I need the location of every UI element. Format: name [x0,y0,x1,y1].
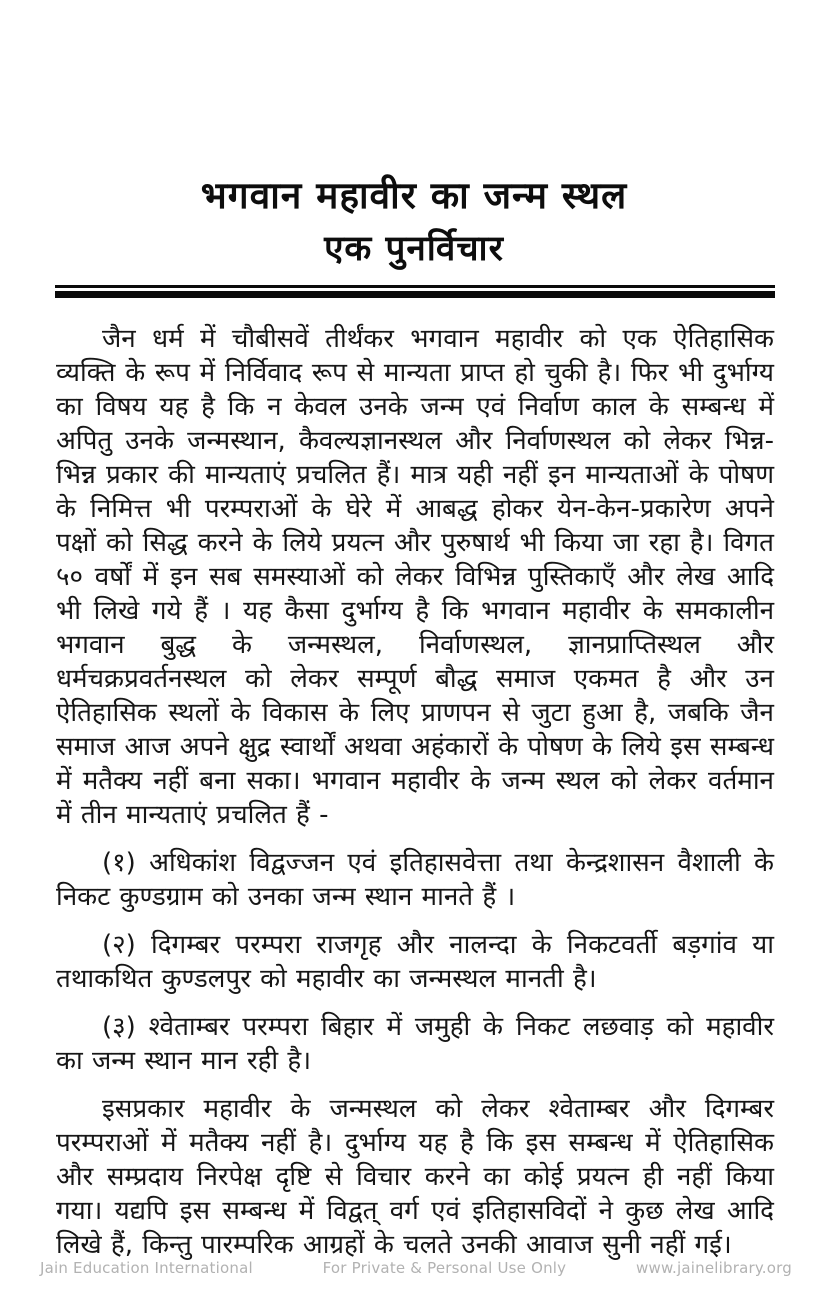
footer-website: www.jainelibrary.org [636,1259,792,1277]
footer-publisher: Jain Education International [40,1259,253,1277]
title-block [55,172,773,272]
paragraph-intro: जैन धर्म में चौबीसवें तीर्थंकर भगवान महावीर को एक ऐतिहासिक व्यक्ति के रूप में निर्विवाद रूप से मान्यता प्राप्त हो चुकी है। फिर भी दुर्भाग्य का विषय यह है कि न केवल उनके जन्म एवं निर्वाण काल के सम्बन्ध में अपितु उनके जन्मस्थान, कैवल्यज्ञानस्थल और निर्वाणस्थल को लेकर भिन्न-भिन्न प्रकार की मान्यताएं प्रचलित हैं। मात्र यही नहीं इन मान्यताओं के पोषण के निमित्त भी परम्पराओं के घेरे में आबद्ध होकर येन-केन-प्रकारेण अपने पक्षों को सिद्ध करने के लिये प्रयत्न और पुरुषार्थ भी किया जा रहा है। विगत ५० वर्षों में इन सब समस्याओं को लेकर विभिन्न पुस्तिकाएँ और लेख आदि भी लिखे गये हैं । यह कैसा दुर्भाग्य है कि भगवान महावीर के समकालीन भगवान बुद्ध के जन्मस्थल, निर्वाणस्थल, ज्ञानप्राप्तिस्थल और धर्मचक्रप्रवर्तनस्थल को लेकर सम्पूर्ण बौद्ध समाज एकमत है और उन ऐतिहासिक स्थलों के विकास के लिए प्राणपन से जुटा हुआ है, जबकि जैन समाज आज अपने क्षुद्र स्वार्थों अथवा अहंकारों के पोषण के लिये इस सम्बन्ध में मतैक्य नहीं बना सका। भगवान महावीर के जन्म स्थल को लेकर वर्तमान में तीन मान्यताएं प्रचलित हैं - [56,324,774,830]
page-subtitle: एक पुनर्विचार [324,229,504,269]
page-body [56,322,774,1262]
title-divider [55,285,775,298]
page-title: भगवान महावीर का जन्म स्थल [200,174,628,217]
paragraph-point-3: (३) श्वेताम्बर परम्परा बिहार में जमुही के निकट लछवाड़ को महावीर का जन्म स्थान मान रही है। [56,1012,774,1076]
paragraph-point-1: (१) अधिकांश विद्वज्जन एवं इतिहासवेत्ता तथा केन्द्रशासन वैशाली के निकट कुण्डग्राम को उनका जन्म स्थान मानते हैं । [56,848,774,912]
divider-thin-rule [55,285,775,288]
paragraph-conclusion: इसप्रकार महावीर के जन्मस्थल को लेकर श्वेताम्बर और दिगम्बर परम्पराओं में मतैक्य नहीं है। दुर्भाग्य यह है कि इस सम्बन्ध में ऐतिहासिक और सम्प्रदाय निरपेक्ष दृष्टि से विचार करने का कोई प्रयत्न ही नहीं किया गया। यद्यपि इस सम्बन्ध में विद्वत् वर्ग एवं इतिहासविदों ने कुछ लेख आदि लिखे हैं, किन्तु पारम्परिक आग्रहों के चलते उनकी आवाज सुनी नहीं गई। [56,1094,774,1260]
paragraph-point-2: (२) दिगम्बर परम्परा राजगृह और नालन्दा के निकटवर्ती बड़गांव या तथाकथित कुण्डलपुर को महावीर का जन्मस्थल मानती है। [56,930,774,994]
divider-thick-rule [55,291,775,298]
scan-footer [40,1259,792,1277]
footer-usage-notice: For Private & Personal Use Only [322,1259,567,1277]
